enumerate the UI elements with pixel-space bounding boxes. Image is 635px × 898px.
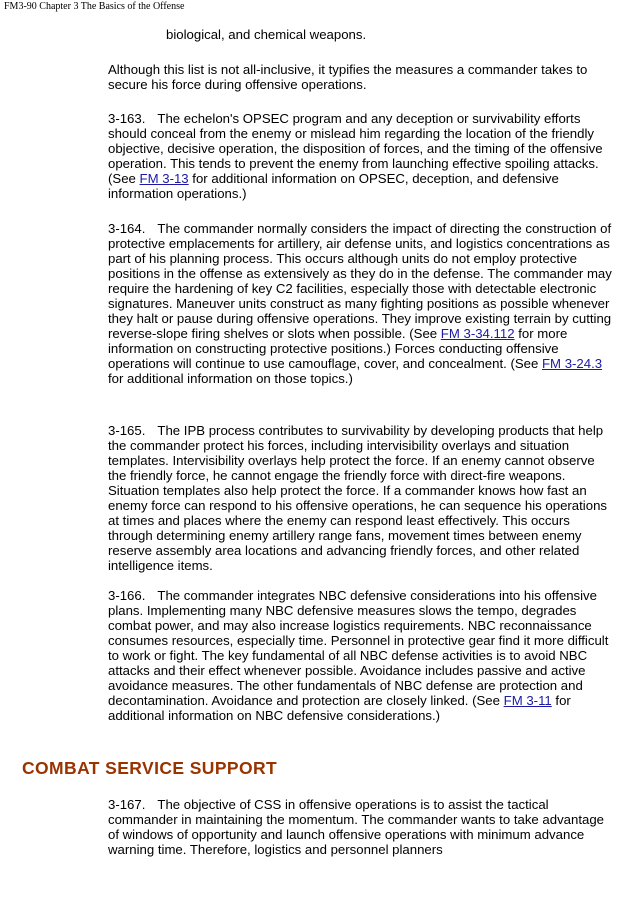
paragraph-intro: Although this list is not all-inclusive, it typifies the measures a commander takes to secure his force during offensive operations. — [108, 62, 588, 92]
paragraph-3-167 — [108, 797, 613, 857]
paragraph-text: for more information on constructing protective positions.) Forces conducting offensive operations will continue to use camouflage, cover, and concealment. (See — [108, 326, 568, 371]
paragraph-text: The objective of CSS in offensive operations is to assist the tactical commander in maintaining the momentum. The commander wants to take advantage of windows of opportunity and launch offensive operations with minimum advance warning time. Therefore, logistics and personnel planners — [108, 797, 605, 857]
paragraph-3-164 — [108, 221, 613, 386]
link-fm-3-11[interactable]: FM 3-11 — [503, 693, 552, 708]
continued-paragraph: biological, and chemical weapons. — [166, 27, 367, 42]
paragraph-text: for additional information on NBC defensive considerations.) — [108, 693, 571, 723]
paragraph-number: 3-166. — [108, 588, 146, 603]
link-fm-3-24-3[interactable]: FM 3-24.3 — [541, 356, 603, 371]
paragraph-3-166 — [108, 588, 613, 723]
running-header: FM3-90 Chapter 3 The Basics of the Offense — [4, 1, 185, 12]
paragraph-number: 3-167. — [108, 797, 146, 812]
link-fm-3-13[interactable]: FM 3-13 — [139, 171, 189, 186]
section-heading: COMBAT SERVICE SUPPORT — [22, 758, 278, 778]
paragraph-text: The commander integrates NBC defensive considerations into his offensive plans. Implementing many NBC defensive measures slows the tempo, degrades combat power, and may also increase logistics requirements. NBC reconnaissance consumes resources, especially time. Personnel in protective gear find it more difficult to work or fight. The key fundamental of all NBC defense activities is to avoid NBC attacks and their effect whenever possible. Avoidance includes passive and active avoidance measures. The other fundamentals of NBC defense are protection and decontamination. Avoidance and protection are closely linked. (See — [108, 588, 609, 708]
paragraph-number: 3-165. — [108, 423, 146, 438]
paragraph-text: The commander normally considers the impact of directing the construction of protective emplacements for artillery, air defense units, and logistics concentrations as part of his planning process. This occurs although units do not employ protective positions in the offense as extensively as they do in the defense. The commander may require the hardening of key C2 facilities, especially those with detectable electronic signatures. Maneuver units construct as many fighting positions as possible whenever they halt or pause during offensive operations. They improve existing terrain by cutting reverse-slope firing shelves or slots when possible. (See — [108, 221, 612, 341]
paragraph-number: 3-164. — [108, 221, 146, 236]
paragraph-text: for additional information on those topics.) — [108, 371, 353, 386]
paragraph-3-163 — [108, 111, 613, 201]
link-fm-3-34-112[interactable]: FM 3-34.112 — [440, 326, 515, 341]
paragraph-text: The echelon's OPSEC program and any deception or survivability efforts should conceal from the enemy or mislead him regarding the location of the friendly objective, decisive operation, the disposition of forces, and the timing of the offensive operation. This tends to prevent the enemy from launching effective spoiling attacks. (See — [108, 111, 603, 186]
paragraph-text: for additional information on OPSEC, deception, and defensive information operations.) — [108, 171, 559, 201]
paragraph-text: The IPB process contributes to survivability by developing products that help the commander protect his forces, including intervisibility overlays and situation templates. Intervisibility overlays help protect the force. If an enemy cannot observe the friendly force, he cannot engage the friendly force with direct-fire weapons. Situation templates also help protect the force. If a commander knows how fast an enemy force can respond to his offensive operations, he can sequence his operations at times and places where the enemy can respond least effectively. This occurs through determining enemy artillery range fans, movement times between enemy reserve assembly area locations and advancing friendly forces, and other related intelligence items. — [108, 423, 607, 573]
paragraph-number: 3-163. — [108, 111, 146, 126]
paragraph-3-165 — [108, 423, 613, 573]
